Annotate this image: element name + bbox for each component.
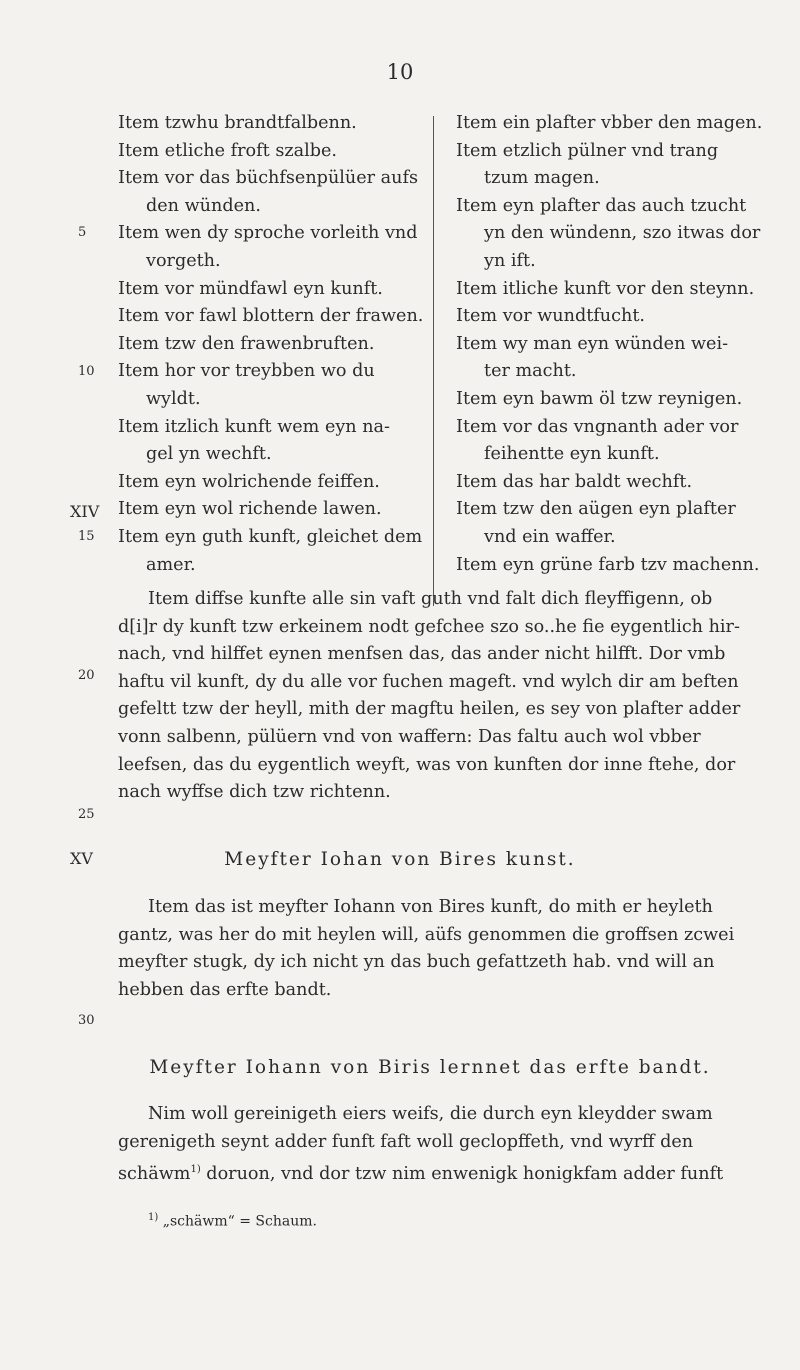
left-line: amer.	[146, 554, 196, 575]
right-line: vnd ein waffer.	[484, 526, 616, 547]
paragraph-line: nach wyffse dich tzw richtenn.	[118, 782, 391, 803]
subsection-heading: Meyfter Iohann von Biris lernnet das erfte bandt.	[149, 1057, 711, 1078]
right-line: Item das har baldt wechft.	[456, 471, 693, 492]
paragraph-line: gefeltt tzw der heyll, mith der magftu heilen, es sey von plafter adder	[118, 699, 741, 720]
right-line: Item ein plafter vbber den magen.	[456, 113, 763, 133]
left-line: Item vor mündfawl eyn kunft.	[118, 278, 383, 299]
left-line: den wünden.	[146, 195, 261, 216]
right-line: Item vor das vngnanth ader vor	[456, 416, 739, 437]
right-line: yn ift.	[484, 250, 536, 271]
paragraph-line: haftu vil kunft, dy du alle vor fuchen mageft. vnd wylch dir am beften	[118, 671, 739, 692]
paragraph-line: Item diffse kunfte alle sin vaft guth vnd falt dich fleyffigenn, ob	[148, 589, 713, 609]
right-line: Item wy man eyn wünden wei-	[456, 333, 729, 354]
right-line: Item eyn bawm öl tzw reynigen.	[456, 388, 743, 409]
paragraph-line: hebben das erfte bandt.	[118, 979, 332, 1000]
section-heading: Meyfter Iohan von Bires kunst.	[224, 849, 576, 870]
right-line: Item itliche kunft vor den steynn.	[456, 278, 755, 299]
paragraph-line	[118, 1156, 778, 1184]
left-line: Item etliche froft szalbe.	[118, 140, 338, 161]
paragraph	[118, 586, 778, 807]
right-line: tzum magen.	[484, 168, 600, 189]
left-line: Item itzlich kunft wem eyn na-	[118, 416, 390, 437]
left-line: Item vor das büchfsenpülüer aufs	[118, 168, 419, 189]
paragraph-line: Nim woll gereinigeth eiers weifs, die durch eyn kleydder swam	[148, 1104, 713, 1124]
margin-line-number: 10	[78, 364, 95, 379]
text-segment: doruon, vnd dor tzw nim enwenigk honigkfam adder funft	[200, 1164, 724, 1185]
margin-line-number: 5	[78, 225, 87, 240]
left-line: Item eyn guth kunft, gleichet dem	[118, 526, 423, 547]
margin-line-number: 20	[78, 668, 95, 683]
margin-section-number: XV	[70, 849, 93, 868]
right-line: Item eyn plafter das auch tzucht	[456, 195, 747, 216]
page-number: 10	[386, 60, 414, 84]
paragraph	[118, 894, 778, 1004]
right-line: Item etzlich pülner vnd trang	[456, 140, 719, 161]
right-line: Item eyn grüne farb tzv machenn.	[456, 554, 760, 575]
paragraph-line: nach, vnd hilffet eynen menfsen das, das ander nicht hilfft. Dor vmb	[118, 644, 726, 665]
text-segment: schäwm	[118, 1164, 191, 1185]
left-line: vorgeth.	[146, 250, 221, 271]
right-line: feihentte eyn kunft.	[484, 444, 660, 465]
margin-line-number: 30	[78, 1013, 95, 1028]
paragraph	[118, 1101, 778, 1184]
margin-section-number: XIV	[70, 502, 100, 521]
paragraph-line: vonn salbenn, pülüern vnd von waffern: Das faltu auch wol vbber	[118, 726, 701, 747]
left-line: Item vor fawl blottern der frawen.	[118, 306, 424, 327]
left-line: Item tzw den frawenbruften.	[118, 333, 375, 354]
left-column	[118, 110, 424, 579]
right-line: ter macht.	[484, 361, 577, 382]
left-line: Item tzwhu brandtfalbenn.	[118, 113, 357, 133]
paragraph-line: gerenigeth seynt adder funft faft woll geclopffeth, vnd wyrff den	[118, 1131, 694, 1152]
left-line: Item wen dy sproche vorleith vnd	[118, 223, 418, 244]
footnote-marker: 1)	[148, 1212, 159, 1223]
paragraph-line: meyfter stugk, dy ich nicht yn das buch gefattzeth hab. vnd will an	[118, 952, 715, 973]
right-line: Item tzw den aügen eyn plafter	[456, 499, 736, 520]
paragraph-line: d[i]r dy kunft tzw erkeinem nodt gefchee szo so..he fie eygentlich hir-	[118, 616, 740, 637]
paragraph-line: leefsen, das du eygentlich weyft, was von kunften dor inne ftehe, dor	[118, 754, 736, 775]
footnote-reference: 1)	[190, 1164, 201, 1176]
margin-line-number: 25	[78, 807, 95, 822]
column-divider	[433, 116, 434, 606]
footnote	[148, 1212, 317, 1230]
left-line: gel yn wechft.	[146, 444, 272, 465]
paragraph-line: gantz, was her do mit heylen will, aüfs genommen die groffsen zcwei	[118, 924, 735, 945]
left-line: Item eyn wolrichende feiffen.	[118, 471, 380, 492]
left-line: Item hor vor treybben wo du	[118, 361, 375, 382]
right-column	[456, 110, 780, 579]
paragraph-line: Item das ist meyfter Iohann von Bires kunft, do mith er heyleth	[148, 897, 713, 917]
left-line: Item eyn wol richende lawen.	[118, 499, 382, 520]
right-line: Item vor wundtfucht.	[456, 306, 645, 327]
left-line: wyldt.	[146, 388, 201, 409]
footnote-text: „schäwm“ = Schaum.	[158, 1213, 317, 1230]
right-line: yn den wündenn, szo itwas dor	[484, 223, 761, 244]
margin-line-number: 15	[78, 529, 95, 544]
